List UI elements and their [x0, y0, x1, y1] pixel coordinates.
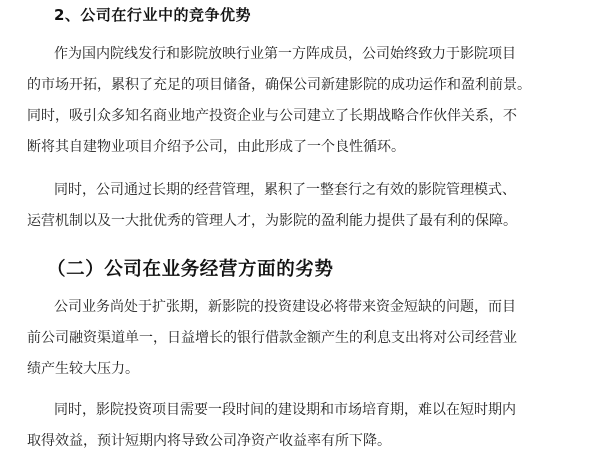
- paragraph-line: 同时，公司通过长期的经营管理，累积了一整套行之有效的影院管理模式、: [54, 182, 516, 198]
- paragraph-line: 断将其自建物业项目介绍予公司，由此形成了一个良性循环。: [27, 139, 405, 155]
- section-heading-business-disadvantages: （二）公司在业务经营方面的劣势: [47, 259, 334, 280]
- paragraph-line: 同时，影院投资项目需要一段时间的建设期和市场培育期，难以在短时期内: [54, 402, 516, 418]
- paragraph-line: 运营机制以及一大批优秀的管理人才，为影院的盈利能力提供了最有利的保障。: [27, 213, 517, 229]
- section-heading-competitive-advantages: 2、公司在行业中的竞争优势: [54, 6, 251, 24]
- paragraph-line: 公司业务尚处于扩张期，新影院的投资建设必将带来资金短缺的问题，而目: [54, 299, 516, 315]
- paragraph-line: 同时，吸引众多知名商业地产投资企业与公司建立了长期战略合作伙伴关系，不: [27, 108, 517, 124]
- paragraph-line: 前公司融资渠道单一，日益增长的银行借款金额产生的利息支出将对公司经营业: [27, 330, 517, 346]
- paragraph-line: 绩产生较大压力。: [27, 361, 139, 377]
- paragraph-line: 取得效益，预计短期内将导致公司净资产收益率有所下降。: [27, 433, 391, 449]
- paragraph-line: 的市场开拓，累积了充足的项目储备，确保公司新建影院的成功运作和盈利前景。: [27, 77, 531, 93]
- paragraph-line: 作为国内院线发行和影院放映行业第一方阵成员，公司始终致力于影院项目: [54, 46, 516, 62]
